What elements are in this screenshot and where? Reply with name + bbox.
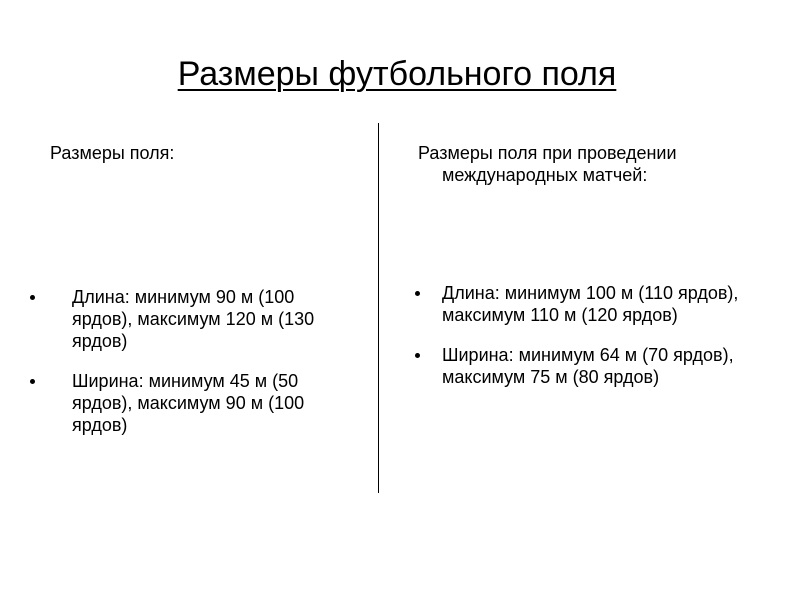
bullet-icon (415, 353, 420, 358)
list-item (415, 344, 775, 388)
right-column-heading-line2: международных матчей: (442, 165, 648, 185)
bullet-icon (30, 295, 35, 300)
left-bullet-list (30, 286, 350, 454)
list-item-text: Ширина: минимум 64 м (70 ярдов), максимум 75 м (80 ярдов) (442, 345, 734, 387)
bullet-icon (415, 291, 420, 296)
list-item-text: Длина: минимум 100 м (110 ярдов), максимум 110 м (120 ярдов) (442, 283, 739, 325)
list-item (30, 286, 350, 352)
list-item (30, 370, 350, 436)
right-column-heading (418, 142, 758, 186)
bullet-icon (30, 379, 35, 384)
list-item-text: Ширина: минимум 45 м (50 ярдов), максимум 90 м (100 ярдов) (72, 371, 305, 435)
slide-title (0, 52, 794, 96)
column-divider (378, 123, 379, 493)
slide-title-text: Размеры футбольного поля (177, 55, 617, 93)
right-column-heading-line1: Размеры поля при проведении (418, 143, 677, 163)
list-item-text: Длина: минимум 90 м (100 ярдов), максимум 120 м (130 ярдов) (72, 287, 315, 351)
list-item (415, 282, 775, 326)
left-column-heading: Размеры поля: (50, 143, 175, 163)
right-bullet-list (415, 282, 775, 406)
